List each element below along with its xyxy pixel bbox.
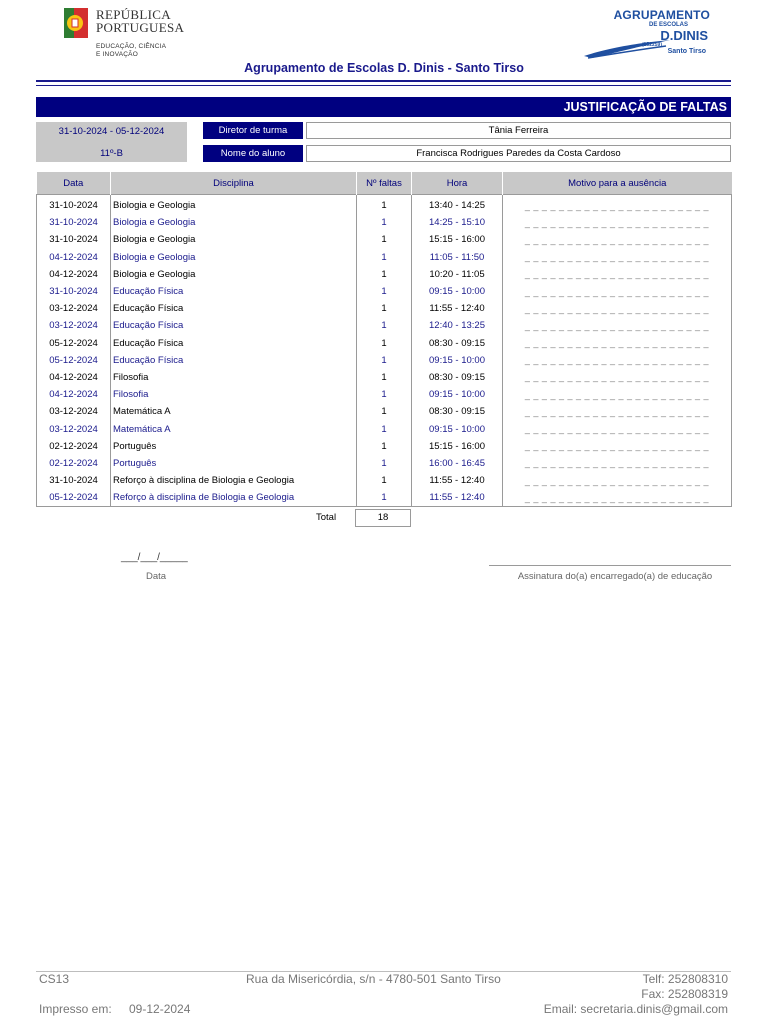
director-label: Diretor de turma xyxy=(203,122,303,139)
director-value: Tânia Ferreira xyxy=(306,122,731,139)
cell-time: 11:55 - 12:40 xyxy=(412,300,503,317)
cell-date: 04-12-2024 xyxy=(37,369,111,386)
cell-count: 1 xyxy=(357,283,412,300)
cell-time: 08:30 - 09:15 xyxy=(412,403,503,420)
cell-date: 04-12-2024 xyxy=(37,249,111,266)
total-value: 18 xyxy=(355,509,411,527)
table-row xyxy=(37,335,732,352)
footer-code: CS13 xyxy=(39,972,70,986)
cell-time: 11:05 - 11:50 xyxy=(412,249,503,266)
cell-subject: Educação Física xyxy=(111,335,357,352)
cell-date: 31-10-2024 xyxy=(37,472,111,489)
cell-subject: Biologia e Geologia xyxy=(111,231,357,248)
cell-subject: Biologia e Geologia xyxy=(111,266,357,283)
table-row xyxy=(37,386,732,403)
school-title: Agrupamento de Escolas D. Dinis - Santo Tirso xyxy=(244,61,524,75)
gov-logo-title: REPÚBLICA PORTUGUESA xyxy=(96,7,185,35)
cell-count: 1 xyxy=(357,472,412,489)
table-row xyxy=(37,266,732,283)
cell-subject: Filosofia xyxy=(111,369,357,386)
cell-reason[interactable]: _ _ _ _ _ _ _ _ _ _ _ _ _ _ _ _ _ _ _ _ _ _ xyxy=(503,420,732,437)
table-row xyxy=(37,283,732,300)
cell-subject: Reforço à disciplina de Biologia e Geologia xyxy=(111,472,357,489)
table-header-row xyxy=(37,172,732,195)
cell-time: 09:15 - 10:00 xyxy=(412,386,503,403)
cell-reason[interactable]: _ _ _ _ _ _ _ _ _ _ _ _ _ _ _ _ _ _ _ _ _ _ xyxy=(503,489,732,507)
cell-reason[interactable]: _ _ _ _ _ _ _ _ _ _ _ _ _ _ _ _ _ _ _ _ _ _ xyxy=(503,231,732,248)
column-header-date: Data xyxy=(37,172,111,195)
footer-email: Email: secretaria.dinis@gmail.com xyxy=(543,1002,728,1016)
cell-count: 1 xyxy=(357,403,412,420)
column-header-count: Nº faltas xyxy=(357,172,412,195)
table-row xyxy=(37,317,732,334)
column-header-time: Hora xyxy=(412,172,503,195)
cell-reason[interactable]: _ _ _ _ _ _ _ _ _ _ _ _ _ _ _ _ _ _ _ _ _ _ xyxy=(503,283,732,300)
cell-time: 09:15 - 10:00 xyxy=(412,283,503,300)
cell-subject: Biologia e Geologia xyxy=(111,214,357,231)
footer-phone: Telf: 252808310 xyxy=(642,972,728,986)
cell-time: 15:15 - 16:00 xyxy=(412,438,503,455)
cell-reason[interactable]: _ _ _ _ _ _ _ _ _ _ _ _ _ _ _ _ _ _ _ _ _ _ xyxy=(503,335,732,352)
cell-time: 09:15 - 10:00 xyxy=(412,420,503,437)
cell-reason[interactable]: _ _ _ _ _ _ _ _ _ _ _ _ _ _ _ _ _ _ _ _ _ _ xyxy=(503,369,732,386)
cell-time: 10:20 - 11:05 xyxy=(412,266,503,283)
table-row xyxy=(37,420,732,437)
table-row xyxy=(37,249,732,266)
cell-reason[interactable]: _ _ _ _ _ _ _ _ _ _ _ _ _ _ _ _ _ _ _ _ _ _ xyxy=(503,195,732,215)
government-logo xyxy=(64,6,184,58)
cell-date: 04-12-2024 xyxy=(37,386,111,403)
class-name: 11º-B xyxy=(100,148,123,159)
cell-count: 1 xyxy=(357,266,412,283)
cell-count: 1 xyxy=(357,195,412,215)
cell-reason[interactable]: _ _ _ _ _ _ _ _ _ _ _ _ _ _ _ _ _ _ _ _ _ _ xyxy=(503,386,732,403)
cell-reason[interactable]: _ _ _ _ _ _ _ _ _ _ _ _ _ _ _ _ _ _ _ _ _ _ xyxy=(503,214,732,231)
footer-fax: Fax: 252808319 xyxy=(641,987,728,1001)
cell-subject: Português xyxy=(111,438,357,455)
signature-line[interactable] xyxy=(489,565,731,566)
cell-date: 31-10-2024 xyxy=(37,231,111,248)
table-row xyxy=(37,403,732,420)
cell-reason[interactable]: _ _ _ _ _ _ _ _ _ _ _ _ _ _ _ _ _ _ _ _ _ _ xyxy=(503,266,732,283)
cell-date: 05-12-2024 xyxy=(37,489,111,507)
cell-time: 12:40 - 13:25 xyxy=(412,317,503,334)
cell-subject: Educação Física xyxy=(111,300,357,317)
cell-reason[interactable]: _ _ _ _ _ _ _ _ _ _ _ _ _ _ _ _ _ _ _ _ _ _ xyxy=(503,438,732,455)
column-header-reason: Motivo para a ausência xyxy=(503,172,732,195)
cell-time: 11:55 - 12:40 xyxy=(412,472,503,489)
cell-reason[interactable]: _ _ _ _ _ _ _ _ _ _ _ _ _ _ _ _ _ _ _ _ _ _ xyxy=(503,317,732,334)
period-class-box xyxy=(36,122,187,162)
footer-printed-date: 09-12-2024 xyxy=(129,1002,191,1016)
cell-count: 1 xyxy=(357,386,412,403)
cell-reason[interactable]: _ _ _ _ _ _ _ _ _ _ _ _ _ _ _ _ _ _ _ _ _ _ xyxy=(503,472,732,489)
cell-time: 16:00 - 16:45 xyxy=(412,455,503,472)
cell-date: 03-12-2024 xyxy=(37,300,111,317)
cell-reason[interactable]: _ _ _ _ _ _ _ _ _ _ _ _ _ _ _ _ _ _ _ _ _ _ xyxy=(503,403,732,420)
document-title: JUSTIFICAÇÃO DE FALTAS xyxy=(36,97,731,117)
header-divider-thin xyxy=(36,85,731,86)
absences-table xyxy=(36,172,732,507)
table-row xyxy=(37,369,732,386)
school-logo-line2: DE ESCOLAS xyxy=(648,22,688,28)
cell-time: 14:25 - 15:10 xyxy=(412,214,503,231)
table-row xyxy=(37,438,732,455)
table-row xyxy=(37,352,732,369)
cell-subject: Biologia e Geologia xyxy=(111,249,357,266)
cell-reason[interactable]: _ _ _ _ _ _ _ _ _ _ _ _ _ _ _ _ _ _ _ _ _ _ xyxy=(503,352,732,369)
total-label: Total xyxy=(316,512,337,523)
cell-subject: Português xyxy=(111,455,357,472)
cell-reason[interactable]: _ _ _ _ _ _ _ _ _ _ _ _ _ _ _ _ _ _ _ _ _ _ xyxy=(503,455,732,472)
student-value: Francisca Rodrigues Paredes da Costa Cardoso xyxy=(306,145,731,162)
period-range: 31-10-2024 - 05-12-2024 xyxy=(58,126,165,137)
school-logo-code: (152259) xyxy=(641,42,662,48)
cell-date: 03-12-2024 xyxy=(37,317,111,334)
cell-count: 1 xyxy=(357,352,412,369)
cell-date: 03-12-2024 xyxy=(37,403,111,420)
cell-count: 1 xyxy=(357,214,412,231)
cell-date: 31-10-2024 xyxy=(37,214,111,231)
date-field[interactable]: ___/___/_____ xyxy=(121,552,188,563)
cell-count: 1 xyxy=(357,438,412,455)
school-logo-line3: D.DINIS xyxy=(660,28,708,43)
cell-subject: Reforço à disciplina de Biologia e Geologia xyxy=(111,489,357,507)
student-label: Nome do aluno xyxy=(203,145,303,162)
cell-count: 1 xyxy=(357,335,412,352)
cell-count: 1 xyxy=(357,249,412,266)
cell-subject: Educação Física xyxy=(111,352,357,369)
cell-subject: Matemática A xyxy=(111,420,357,437)
swoosh-icon xyxy=(582,36,672,60)
table-row xyxy=(37,214,732,231)
school-logo-line1: AGRUPAMENTO xyxy=(613,8,710,22)
cell-date: 05-12-2024 xyxy=(37,352,111,369)
cell-count: 1 xyxy=(357,317,412,334)
cell-reason[interactable]: _ _ _ _ _ _ _ _ _ _ _ _ _ _ _ _ _ _ _ _ _ _ xyxy=(503,249,732,266)
cell-date: 31-10-2024 xyxy=(37,195,111,215)
cell-subject: Filosofia xyxy=(111,386,357,403)
column-header-subject: Disciplina xyxy=(111,172,357,195)
cell-count: 1 xyxy=(357,489,412,507)
cell-time: 11:55 - 12:40 xyxy=(412,489,503,507)
date-label: Data xyxy=(146,571,167,582)
table-row xyxy=(37,472,732,489)
cell-count: 1 xyxy=(357,231,412,248)
cell-subject: Biologia e Geologia xyxy=(111,195,357,215)
table-row xyxy=(37,195,732,215)
cell-time: 13:40 - 14:25 xyxy=(412,195,503,215)
school-logo xyxy=(582,6,718,56)
gov-logo-subtitle: EDUCAÇÃO, CIÊNCIA E INOVAÇÃO xyxy=(96,43,167,58)
cell-time: 09:15 - 10:00 xyxy=(412,352,503,369)
cell-date: 03-12-2024 xyxy=(37,420,111,437)
cell-subject: Educação Física xyxy=(111,283,357,300)
footer-printed-label: Impresso em: xyxy=(39,1002,112,1016)
cell-time: 15:15 - 16:00 xyxy=(412,231,503,248)
table-row xyxy=(37,231,732,248)
cell-count: 1 xyxy=(357,455,412,472)
cell-time: 08:30 - 09:15 xyxy=(412,335,503,352)
cell-count: 1 xyxy=(357,369,412,386)
cell-time: 08:30 - 09:15 xyxy=(412,369,503,386)
cell-subject: Matemática A xyxy=(111,403,357,420)
school-logo-line4: Santo Tirso xyxy=(667,48,706,55)
table-row xyxy=(37,300,732,317)
cell-count: 1 xyxy=(357,420,412,437)
table-row xyxy=(37,489,732,507)
header-divider xyxy=(36,80,731,82)
cell-count: 1 xyxy=(357,300,412,317)
cell-date: 05-12-2024 xyxy=(37,335,111,352)
cell-date: 31-10-2024 xyxy=(37,283,111,300)
cell-date: 02-12-2024 xyxy=(37,438,111,455)
cell-date: 04-12-2024 xyxy=(37,266,111,283)
footer-address: Rua da Misericórdia, s/n - 4780-501 Santo Tirso xyxy=(246,972,501,986)
cell-reason[interactable]: _ _ _ _ _ _ _ _ _ _ _ _ _ _ _ _ _ _ _ _ _ _ xyxy=(503,300,732,317)
cell-date: 02-12-2024 xyxy=(37,455,111,472)
table-row xyxy=(37,455,732,472)
cell-subject: Educação Física xyxy=(111,317,357,334)
guardian-signature-label: Assinatura do(a) encarregado(a) de educação xyxy=(517,571,713,582)
portugal-emblem-icon xyxy=(64,6,90,40)
